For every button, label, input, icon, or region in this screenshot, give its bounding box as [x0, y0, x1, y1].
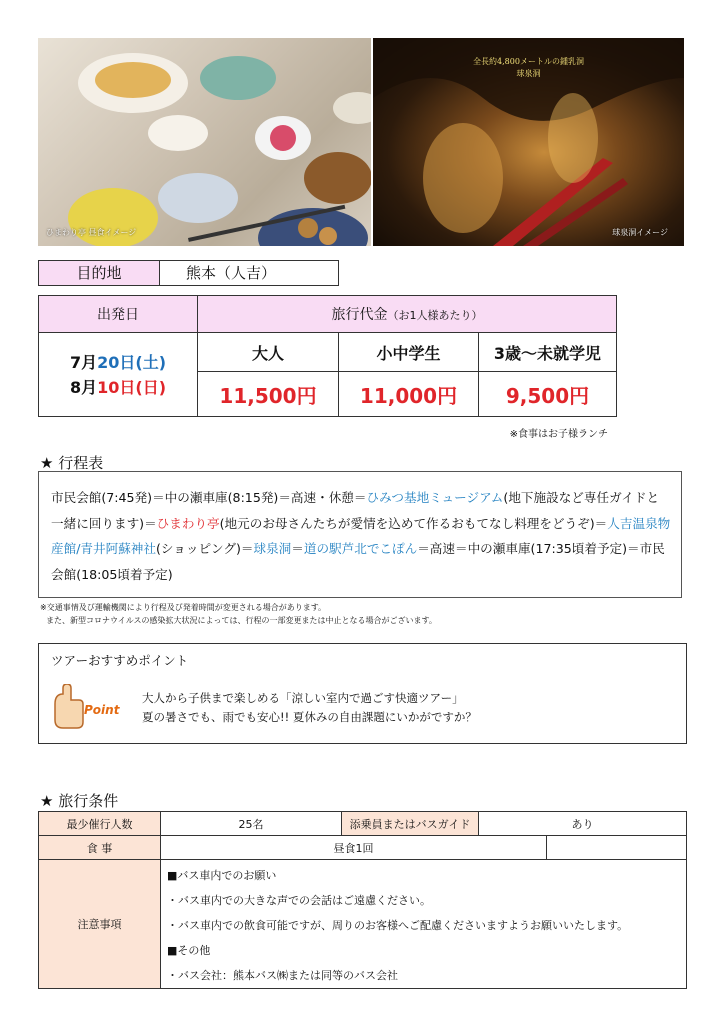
departure-header: 出発日 [39, 296, 198, 333]
caution-line: ■その他 [167, 944, 211, 957]
itinerary-bussankan: 人吉温泉物産館/青井阿蘇神社 [51, 515, 671, 556]
category-preschool: 3歳～未就学児 [479, 333, 617, 372]
itinerary-michinoeki: 道の駅芦北でこぽん [303, 541, 418, 556]
price-adult: 11,500円 [198, 372, 339, 417]
caution-line: ・バス車内での飲食可能ですが、周りのお客様へご配慮くださいますようお願いいたします。 [167, 919, 629, 932]
meal-value: 昼食1回 [161, 836, 547, 860]
cave-title-line2: 球泉洞 [516, 69, 541, 78]
point-badge-text: Point [84, 703, 120, 717]
cave-caption: 球泉洞イメージ [612, 228, 668, 237]
conditions-table [38, 811, 687, 989]
itinerary-box [38, 471, 682, 598]
recommend-points-text [142, 689, 477, 727]
caution-line: ・バス会社：熊本バス㈱または同等のバス会社 [167, 969, 398, 982]
meal-label: 食 事 [39, 836, 161, 860]
meal-empty-cell [547, 836, 687, 860]
cave-photo [373, 38, 684, 246]
meal-note: ※食事はお子様ランチ [509, 429, 608, 440]
itinerary-kyusendo: 球泉洞 [253, 541, 292, 556]
min-participants-label: 最少催行人数 [39, 812, 161, 836]
conditions-title: ★ 旅行条件 [40, 792, 119, 810]
recommend-line-1: 大人から子供まで楽しめる「涼しい室内で過ごす快適ツアー」 [142, 691, 464, 705]
caution-label: 注意事項 [39, 860, 161, 989]
itinerary-text: (地元のお母さんたちが愛情を込めて作るおもてなし料理をどうぞ)＝ [219, 515, 608, 531]
category-student: 小中学生 [339, 333, 479, 372]
itinerary-note-2: また、新型コロナウイルスの感染拡大状況によっては、行程の一部変更または中止となる場合がございます。 [46, 616, 437, 625]
lunch-illustration [38, 38, 371, 246]
lunch-photo [38, 38, 371, 246]
itinerary-text: ＝ [291, 541, 304, 556]
price-preschool: 9,500円 [479, 372, 617, 417]
pointing-hand-icon [49, 684, 121, 730]
category-adult: 大人 [198, 333, 339, 372]
itinerary-notes [40, 601, 437, 627]
itinerary-note-1: ※交通事情及び運輸機関により行程及び発着時間が変更される場合があります。 [40, 603, 327, 612]
min-participants-value: 25名 [161, 812, 342, 836]
caution-content [161, 860, 687, 989]
price-table [38, 295, 617, 417]
guide-value: あり [479, 812, 687, 836]
departure-date-2: 8月10日(日) [69, 377, 167, 397]
itinerary-title: ★ 行程表 [40, 454, 104, 472]
itinerary-text: 市民会館(7:45発)＝中の瀬車庫(8:15発)＝高速・休憩＝ [51, 490, 367, 505]
price-student: 11,000円 [339, 372, 479, 417]
caution-line: ・バス車内での大きな声での会話はご遠慮ください。 [167, 894, 431, 907]
cave-title-line1: 全長約4,800メートルの鍾乳洞 [473, 57, 584, 66]
recommend-points-box [38, 643, 687, 744]
departure-dates [39, 333, 198, 417]
departure-date-1: 7月20日(土) [69, 352, 167, 372]
fee-header: 旅行代金（お1人様あたり） [198, 296, 617, 333]
cave-title [373, 56, 684, 80]
caution-line: ■バス車内でのお願い [167, 869, 277, 882]
destination-value: 熊本（人吉） [159, 260, 339, 286]
fee-header-note: （お1人様あたり） [387, 309, 483, 322]
guide-label: 添乗員またはバスガイド [342, 812, 479, 836]
itinerary-himawari: ひまわり亭 [156, 515, 220, 531]
itinerary-text: ＝高速＝中の瀬車庫(17:35頃着予定)＝市民会館(18:05頃着予定) [51, 541, 665, 582]
itinerary-museum: ひみつ基地ミュージアム [366, 490, 504, 505]
lunch-caption: ひまわり亭 昼食イメージ [46, 228, 137, 237]
destination-label: 目的地 [38, 260, 160, 286]
recommend-points-title: ツアーおすすめポイント [51, 653, 189, 668]
itinerary-text: (地下施設など専任ガイドと一緒に回ります)＝ [51, 490, 660, 531]
itinerary-text: (ショッピング)＝ [156, 541, 254, 556]
recommend-line-2: 夏の暑さでも、雨でも安心!! 夏休みの自由課題にいかがですか？ [142, 710, 477, 724]
